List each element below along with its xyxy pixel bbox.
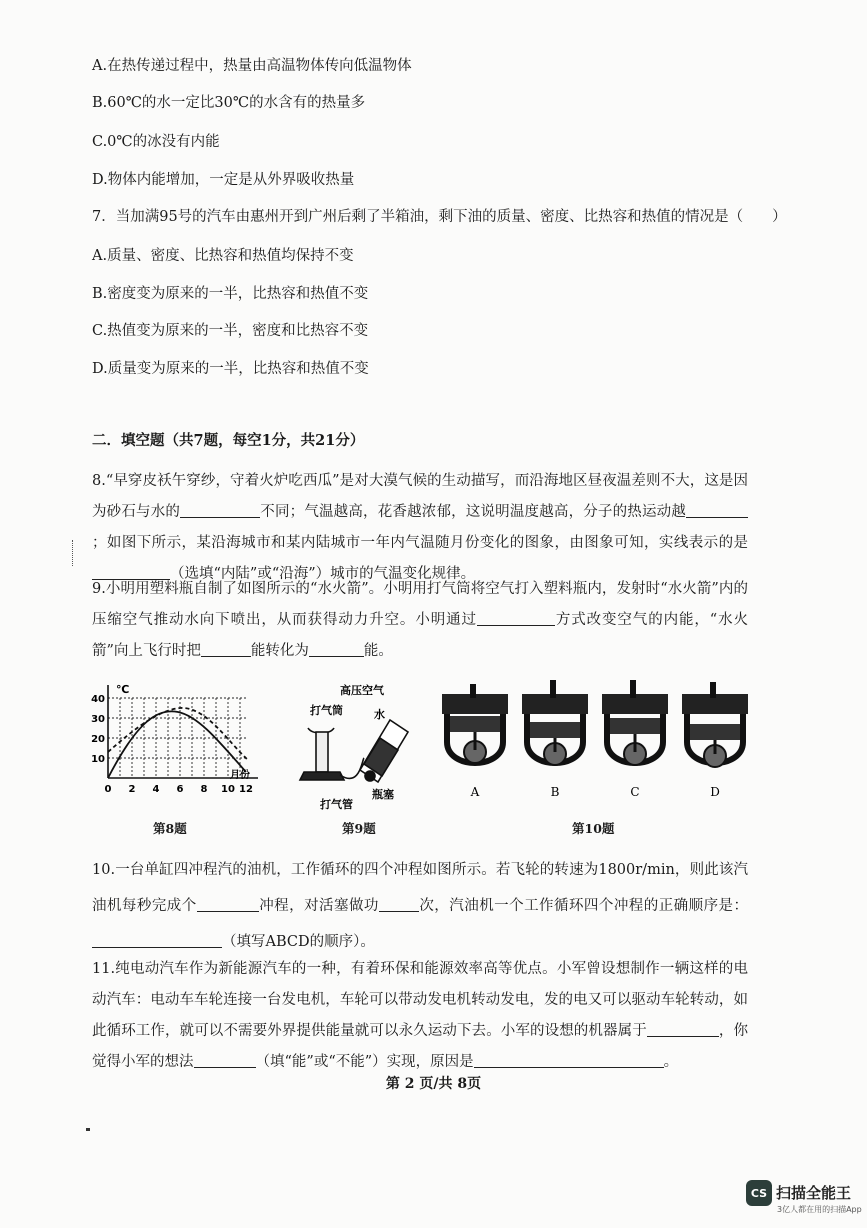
watermark-name: 扫描全能王 [776,1184,852,1202]
fig8-dashed-curve [108,708,248,760]
fig8-y-unit: ℃ [116,683,130,696]
fig9-label-plug: 瓶塞 [372,788,394,801]
engine-label-c: C [630,785,640,799]
fig8-x-tick: 0 [104,784,112,795]
q9-text-2: 方式改变空气的内能，“水火箭”向上飞行时把 [92,612,748,659]
fig8-y-tick: 30 [91,714,105,725]
q8-text-1: 8.“早穿皮袄午穿纱，守着火炉吃西瓜”是对大漠气候的生动描写，而沿海地区昼夜温差则不大，这是因为砂石与水的 [92,473,748,520]
fig8-x-tick: 10 [221,784,235,795]
q11-text-3: （填“能”或“不能”）实现，原因是 [255,1054,474,1070]
fig10-engine-strokes [430,672,760,804]
q6-option-d: D.物体内能增加，一定是从外界吸收热量 [92,172,355,188]
q7-option-a: A.质量、密度、比热容和热值均保持不变 [92,248,354,264]
q8-blank-2 [686,501,748,518]
fig9-label-tube: 打气管 [320,798,353,811]
q8-blank-1 [180,501,260,518]
q10-blank-2 [379,895,419,912]
fig8-x-unit: 月份 [230,770,250,781]
camscanner-logo-icon [746,1180,772,1206]
page-footer: 第 2 页/共 8页 [385,1076,482,1092]
q11-text-2: ，你觉得小军的想法 [92,1023,748,1070]
fig8-x-tick: 2 [128,784,136,795]
engine-label-b: B [550,785,560,799]
engine-a [442,684,508,763]
fig9-caption: 第9题 [342,821,376,836]
question-10 [92,852,748,960]
engine-label-a: A [470,785,480,799]
engine-c [602,680,668,765]
fig8-x-tick: 4 [152,784,160,795]
question-9 [92,574,748,667]
q11-blank-1 [647,1020,719,1037]
pump-cylinder [316,732,328,772]
section-heading: 二．填空题（共7题，每空1分，共21分） [92,432,365,449]
q11-blank-3 [474,1051,664,1068]
fig8-caption: 第8题 [153,821,187,836]
fig9-water-rocket [290,680,420,815]
fig9-label-water: 水 [374,708,385,721]
fig8-x-tick: 6 [176,784,184,795]
fig8-x-tick: 12 [239,784,253,795]
q10-blank-3 [92,931,222,948]
question-11 [92,954,748,1078]
fig8-y-tick: 10 [91,754,105,765]
fig8-y-tick: 40 [91,694,105,705]
fig8-y-tick: 20 [91,734,105,745]
q10-text-1: 10.一台单缸四冲程汽的油机，工作循环的四个冲程如图所示。若飞轮的转速为1800r/min，则此该汽油机每秒完成个 [92,862,748,914]
engine-label-d: D [710,785,720,799]
q11-text-1: 11.纯电动汽车作为新能源汽车的一种，有着环保和能源效率高等优点。小军曾设想制作一辆这样的电动汽车：电动车车轮连接一台发电机，车轮可以带动发电机转动发电，发的电又可以驱动车轮转动，如此循环工作，就可以不需要外界提供能量就可以永久运动下去。小军的设想的机器属于 [92,961,748,1039]
engine-b [522,680,588,765]
q8-text-3: ；如图下所示，某沿海城市和某内陆城市一年内气温随月份变化的图象，由图象可知，实线表示的是 [92,535,748,551]
q8-text-2: 不同；气温越高，花香越浓郁，这说明温度越高，分子的热运动越 [260,504,687,520]
q9-blank-3 [309,640,364,657]
q9-blank-1 [477,609,555,626]
watermark-sub: 3亿人都在用的扫描App [777,1205,862,1214]
q10-text-4: （填写ABCD的顺序）。 [222,934,375,950]
bottle-plug [365,771,375,781]
q11-text-4: 。 [663,1054,679,1070]
q7-stem: 7．当加满95号的汽车由惠州开到广州后剩了半箱油，剩下油的质量、密度、比热容和热值的情况是（ ） [92,209,787,225]
scan-mark [72,540,74,566]
q9-text-3: 能转化为 [250,643,309,659]
q7-option-c: C.热值变为原来的一半，密度和比热容不变 [92,323,369,339]
q6-option-c: C.0℃的冰没有内能 [92,134,220,150]
q10-blank-1 [197,895,259,912]
fig9-label-pump: 打气筒 [310,704,343,717]
q10-text-3: 次，汽油机一个工作循环四个冲程的正确顺序是： [418,898,749,914]
q7-option-d: D.质量变为原来的一半，比热容和热值不变 [92,361,369,377]
fig8-x-tick: 8 [200,784,208,795]
logo-letters: CS [750,1187,768,1200]
q10-text-2: 冲程，对活塞做功 [258,898,379,914]
q9-blank-2 [201,640,251,657]
q7-option-b: B.密度变为原来的一半，比热容和热值不变 [92,286,369,302]
scan-speck [86,1128,90,1131]
fig8-temperature-graph [88,680,278,810]
q6-option-b: B.60℃的水一定比30℃的水含有的热量多 [92,95,366,111]
q11-blank-2 [194,1051,256,1068]
engine-d [682,682,748,767]
q9-text-4: 能。 [363,643,393,659]
q9-text-1: 9.小明用塑料瓶自制了如图所示的“水火箭”。小明用打气筒将空气打入塑料瓶内，发射时“水火箭”内的压缩空气推动水向下喷出，从而获得动力升空。小明通过 [92,581,748,628]
pump-base [300,772,344,780]
q6-option-a: A.在热传递过程中，热量由高温物体传向低温物体 [92,58,412,74]
question-8 [92,466,748,590]
fig10-caption: 第10题 [572,821,615,836]
q8-text-4: （选填“内陆”或“沿海”）城市的气温变化规律。 [170,566,476,582]
fig9-label-air: 高压空气 [340,684,384,697]
fig8-solid-curve [108,711,246,778]
